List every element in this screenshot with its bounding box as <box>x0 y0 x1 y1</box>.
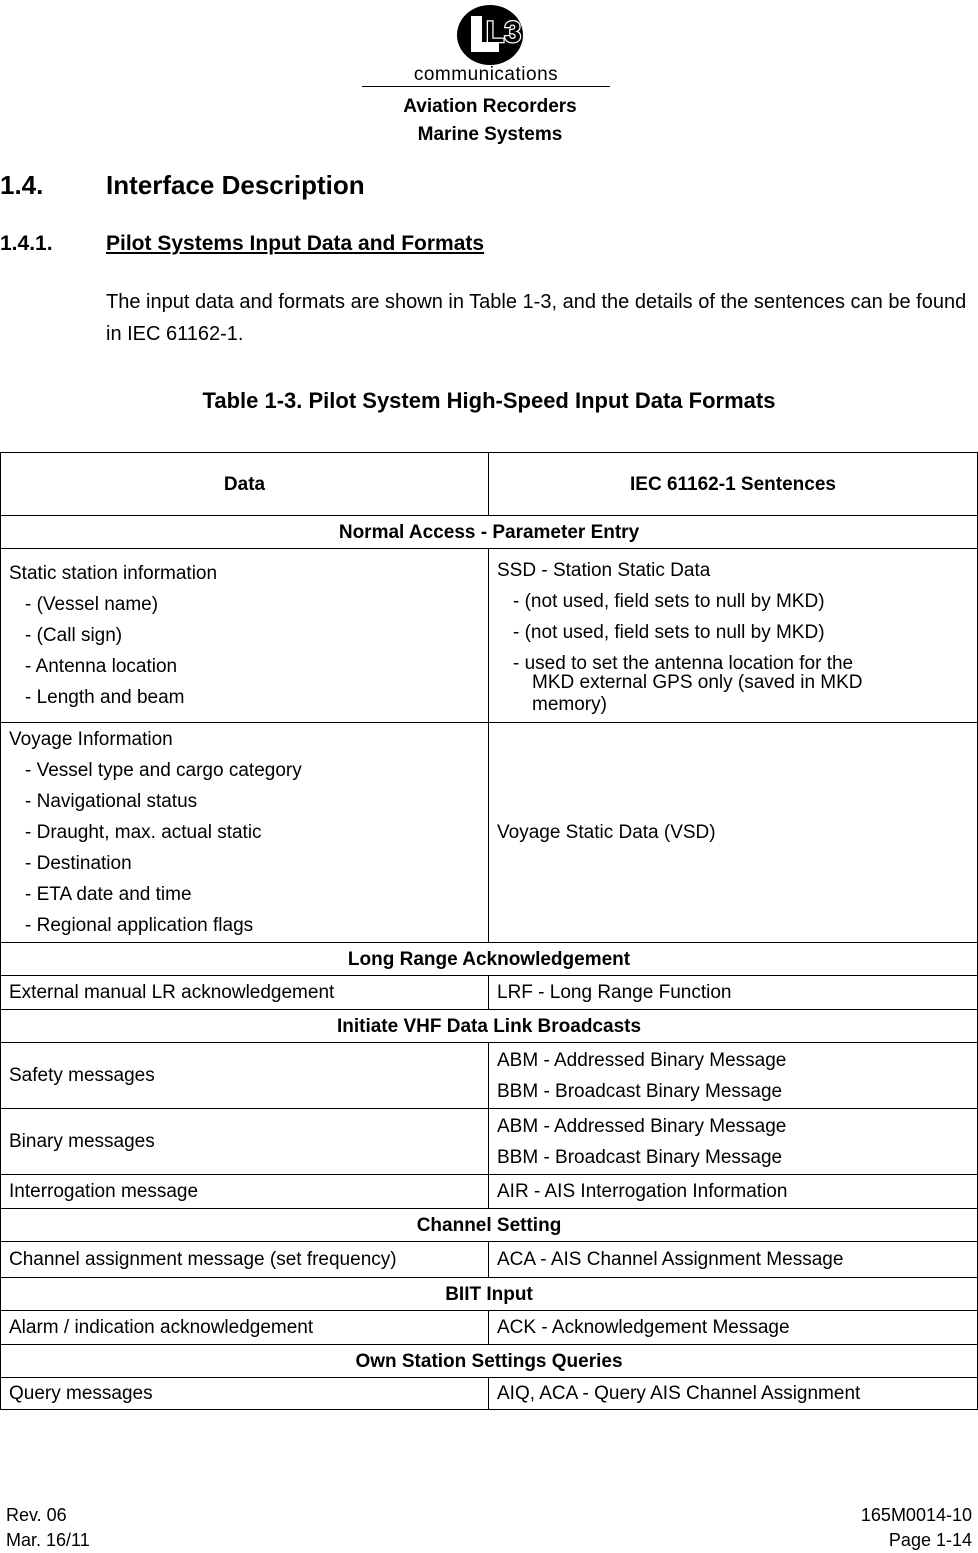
ssd-item: - (not used, field sets to null by MKD) <box>513 591 825 612</box>
table-row <box>1 1242 978 1278</box>
sentence-cell: AIQ, ACA - Query AIS Channel Assignment <box>489 1378 978 1410</box>
column-header-data: Data <box>1 453 489 516</box>
table-row <box>1 723 978 943</box>
sentence-cell: AIR - AIS Interrogation Information <box>489 1175 978 1209</box>
input-data-formats-table <box>0 452 978 1410</box>
data-cell: Channel assignment message (set frequency) <box>1 1242 489 1278</box>
sentence-cell <box>489 1043 978 1109</box>
section-row-own-station: Own Station Settings Queries <box>1 1345 978 1378</box>
brand-wordmark: communications <box>413 64 559 85</box>
table-row <box>1 1378 978 1410</box>
section-row-vhf: Initiate VHF Data Link Broadcasts <box>1 1010 978 1043</box>
table-caption: Table 1‑3. Pilot System High-Speed Input Data Formats <box>202 388 776 413</box>
static-info-title: Static station information <box>9 563 218 584</box>
footer-page-number: Page 1‑14 <box>888 1530 972 1550</box>
data-cell-voyage <box>1 723 489 943</box>
logo-text: L3 <box>486 16 522 49</box>
ssd-item: - used to set the antenna location for the <box>513 653 854 674</box>
sentence-cell <box>489 1109 978 1175</box>
section-row-biit: BIIT Input <box>1 1278 978 1311</box>
sentence-cell: ACA - AIS Channel Assignment Message <box>489 1242 978 1278</box>
static-info-item: - (Vessel name) <box>25 594 159 615</box>
data-cell: External manual LR acknowledgement <box>1 976 489 1010</box>
header-line-1: Aviation Recorders <box>403 96 577 117</box>
voyage-title: Voyage Information <box>9 729 173 750</box>
static-info-item: - Antenna location <box>25 656 178 677</box>
ssd-item-continued: memory) <box>532 694 607 715</box>
sentence-line: ABM - Addressed Binary Message <box>497 1115 787 1137</box>
voyage-item: - Navigational status <box>25 791 198 812</box>
table-row <box>1 1311 978 1345</box>
table-row <box>1 1043 978 1109</box>
static-info-item: - (Call sign) <box>25 625 123 646</box>
voyage-item: - Draught, max. actual static <box>25 822 262 843</box>
static-info-item: - Length and beam <box>25 687 185 708</box>
table-row <box>1 1175 978 1209</box>
sentence-line: BBM - Broadcast Binary Message <box>497 1080 783 1102</box>
sentence-cell-vsd: Voyage Static Data (VSD) <box>489 723 978 943</box>
subsection-number: 1.4.1. <box>0 232 53 255</box>
header-line-2: Marine Systems <box>417 124 563 145</box>
header-rule <box>362 86 610 87</box>
data-cell-static-info <box>1 549 489 723</box>
voyage-item: - Regional application flags <box>25 915 254 936</box>
table-row <box>1 549 978 723</box>
ssd-item: - (not used, field sets to null by MKD) <box>513 622 825 643</box>
section-row-normal-access: Normal Access - Parameter Entry <box>1 516 978 549</box>
sentence-line: ABM - Addressed Binary Message <box>497 1049 787 1071</box>
section-title: Interface Description <box>106 170 365 200</box>
column-header-sentences: IEC 61162-1 Sentences <box>489 453 978 516</box>
l3-logo <box>456 4 524 66</box>
subsection-title: Pilot Systems Input Data and Formats <box>106 232 485 255</box>
section-number: 1.4. <box>0 170 44 200</box>
sentence-cell-ssd <box>489 549 978 723</box>
footer-doc-number: 165M0014-10 <box>860 1505 972 1525</box>
voyage-item: - Destination <box>25 853 132 874</box>
footer-date: Mar. 16/11 <box>6 1530 90 1550</box>
ssd-title: SSD - Station Static Data <box>497 560 711 581</box>
data-cell: Interrogation message <box>1 1175 489 1209</box>
data-cell: Alarm / indication acknowledgement <box>1 1311 489 1345</box>
section-row-channel: Channel Setting <box>1 1209 978 1242</box>
footer-revision: Rev. 06 <box>6 1505 67 1525</box>
data-cell: Query messages <box>1 1378 489 1410</box>
sentence-cell: LRF - Long Range Function <box>489 976 978 1010</box>
ssd-item-continued: MKD external GPS only (saved in MKD <box>532 672 863 693</box>
table-row <box>1 1109 978 1175</box>
voyage-item: - Vessel type and cargo category <box>25 760 302 781</box>
sentence-cell: ACK - Acknowledgement Message <box>489 1311 978 1345</box>
sentence-line: BBM - Broadcast Binary Message <box>497 1146 783 1168</box>
data-cell: Binary messages <box>1 1109 489 1175</box>
data-cell: Safety messages <box>1 1043 489 1109</box>
voyage-item: - ETA date and time <box>25 884 192 905</box>
section-row-long-range: Long Range Acknowledgement <box>1 943 978 976</box>
table-row <box>1 976 978 1010</box>
table-header-row <box>1 453 978 516</box>
intro-paragraph: The input data and formats are shown in Table 1‑3, and the details of the sentences can be found in IEC 61162-1. <box>106 291 967 345</box>
